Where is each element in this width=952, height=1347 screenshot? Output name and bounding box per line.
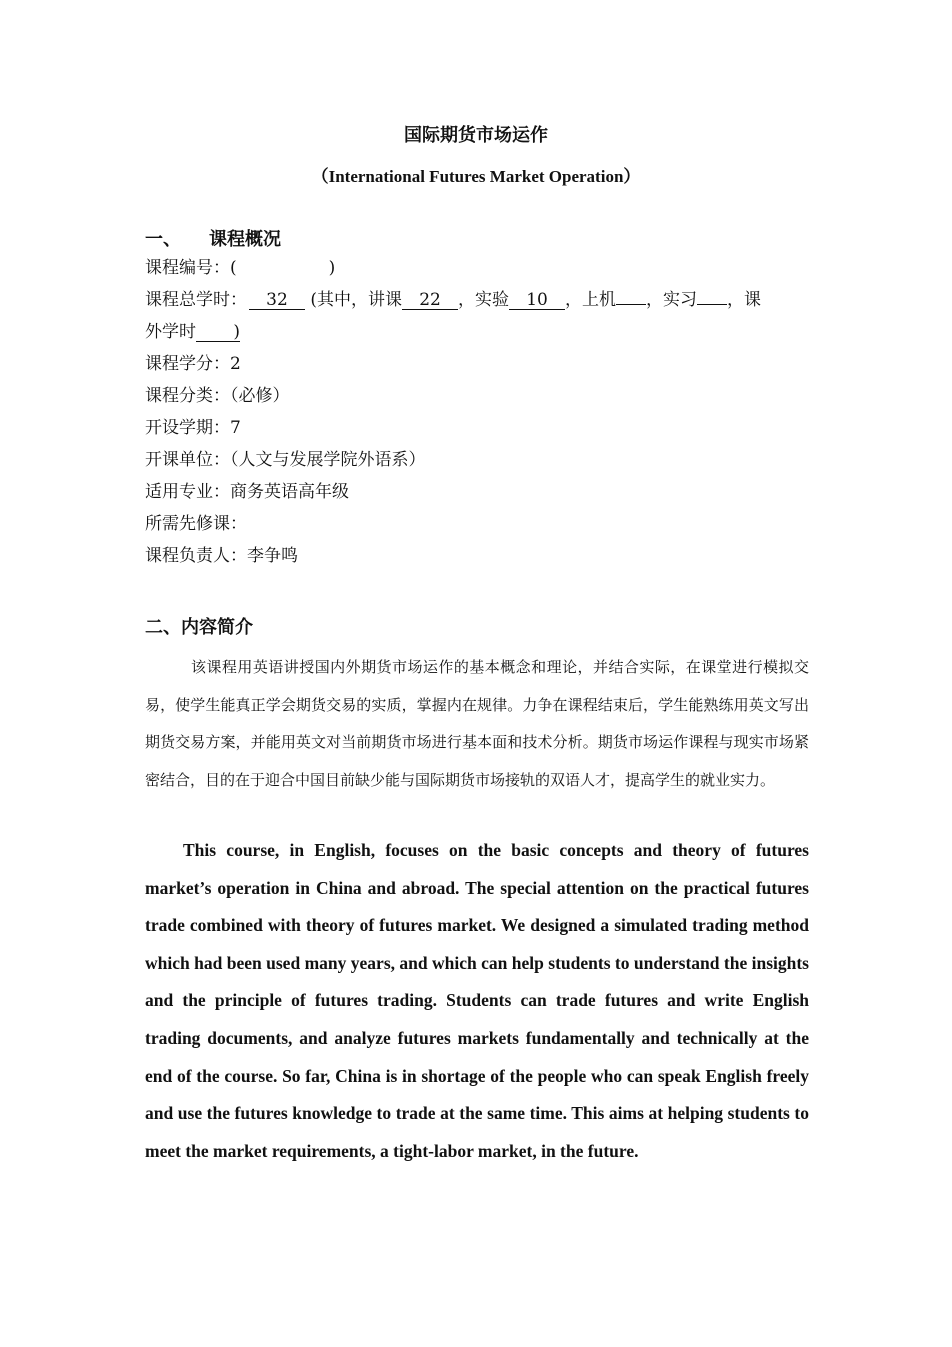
computer-hours-label: ，上机 [565,290,617,310]
after-class-label: ，课 [727,290,762,310]
course-semester: 开设学期：7 [145,418,241,438]
lab-hours-value: 10 [509,291,565,310]
extra-hours-blank: ) [196,323,240,342]
document-title: 国际期货市场运作 [404,125,548,146]
lab-hours-label: ，实验 [458,290,510,310]
document-subtitle: （International Futures Market Operation） [311,167,641,186]
applicable-major: 适用专业：商务英语高年级 [145,482,349,502]
course-code-line [145,257,810,279]
prerequisite-courses: 所需先修课： [145,514,247,534]
practice-hours-blank [697,304,727,305]
extra-hours-line [145,321,810,343]
course-category: 课程分类：（必修） [145,386,290,406]
section-heading-overview [145,225,281,251]
total-hours-value: 32 [249,291,305,310]
total-hours-label: 课程总学时： [145,290,247,310]
course-credits: 课程学分：2 [145,354,241,374]
total-hours-line [145,289,810,311]
lecture-hours-value: 22 [402,291,458,310]
hours-breakdown-label: (其中，讲课 [305,290,403,310]
chinese-description-paragraph: 该课程用英语讲授国内外期货市场运作的基本概念和理论，并结合实际，在课堂进行模拟交易，使学生能真正学会期货交易的实质，掌握内在规律。力争在课程结束后，学生能熟练用英文写出期货交易方案，并能用英文对当前期货市场进行基本面和技术分析。期货市场运作课程与现实市场紧密结合，目的在于迎合中国目前缺少能与国际期货市场接轨的双语人才，提高学生的就业实力。 [145,658,809,789]
section-number: 一、 [145,229,181,250]
course-code-close: ) [328,258,336,278]
section-heading-content: 二、内容简介 [145,617,253,638]
section-title: 课程概况 [209,229,281,250]
computer-hours-blank [616,304,646,305]
course-instructor: 课程负责人：李争鸣 [145,546,298,566]
extra-hours-label: 外学时 [145,322,196,342]
english-description-paragraph: This course, in English, focuses on the basic concepts and theory of futures market’s operation in China and abroad. The special attention on the practical futures trade combined with theory of futures market. We designed a simulated trading method which had been used many years, and which can help students to understand the insights and the principle of futures trading. Students can trade futures and write English trading documents, and analyze futures markets fundamentally and technically at the end of the course. So far, China is in shortage of the people who can speak English freely and use the futures knowledge to trade at the same time. This aims at helping students to meet the market requirements, a tight-labor market, in the future. [145,840,809,1161]
course-department: 开课单位：（人文与发展学院外语系） [145,450,426,470]
course-code-label: 课程编号：( [145,258,237,278]
practice-hours-label: ，实习 [646,290,698,310]
